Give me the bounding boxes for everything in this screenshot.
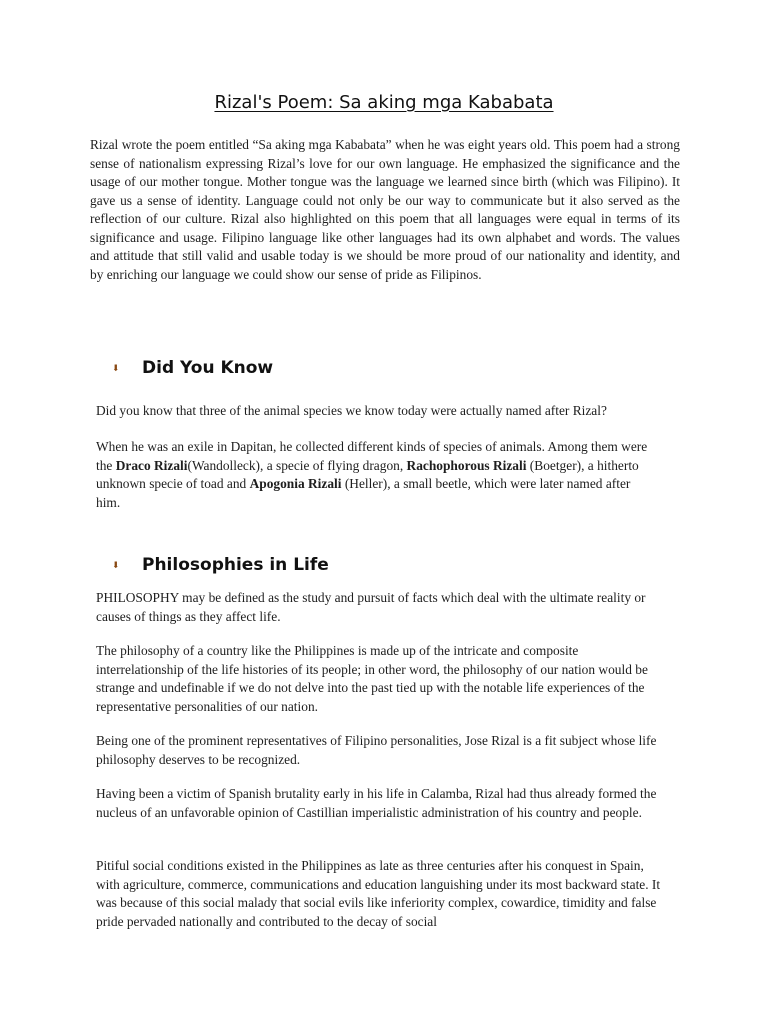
arrow-bullet-icon: ⬇ <box>112 362 120 373</box>
philosophies-heading: Philosophies in Life <box>142 555 329 575</box>
species-name: Apogonia Rizali <box>249 476 342 491</box>
did-you-know-heading-row <box>112 358 273 378</box>
did-you-know-question: Did you know that three of the animal species we know today were actually named after Rizal? <box>96 403 607 418</box>
philosophy-paragraph: PHILOSOPHY may be defined as the study and pursuit of facts which deal with the ultimate reality or causes of things as they affect life. <box>96 590 646 624</box>
text-run: (Heller), a small beetle, which were later named after him. <box>96 476 631 510</box>
philosophy-paragraph: The philosophy of a country like the Philippines is made up of the intricate and composite interrelationship of the life histories of its people; in other word, the philosophy of our nation would be strange and undefinable if we do not delve into the past tied up with the notable life experiences of the representative personalities of our nation. <box>96 643 648 714</box>
arrow-bullet-icon: ⬇ <box>112 559 120 570</box>
philosophies-heading-row <box>112 555 329 575</box>
philosophy-paragraph: Pitiful social conditions existed in the Philippines as late as three centuries after his conquest in Spain, with agriculture, commerce, communications and education languishing under its most backward state. It was because of this social malady that social evils like inferiority complex, cowardice, timidity and false pride pervaded nationally and contributed to the decay of social <box>96 858 661 929</box>
text-run: When he was an exile in Dapitan, he collected different kinds of species of animals. Among them were the <box>96 439 648 473</box>
did-you-know-heading: Did You Know <box>142 358 274 378</box>
text-run: (Wandolleck), a specie of flying dragon, <box>187 457 407 473</box>
page-title: Rizal's Poem: Sa aking mga Kababata <box>214 92 554 113</box>
species-name: Rachophorous Rizali <box>406 457 527 473</box>
philosophy-paragraph: Being one of the prominent representatives of Filipino personalities, Jose Rizal is a fit subject whose life philosophy deserves to be recognized. <box>96 733 657 767</box>
did-you-know-paragraph <box>96 438 656 512</box>
text-run: (Boetger), a hitherto unknown specie of toad and <box>96 457 639 491</box>
intro-paragraph: Rizal wrote the poem entitled “Sa aking mga Kababata” when he was eight years old. This poem had a strong sense of nationalism expressing Rizal’s love for our own language. He emphasized the significance and the usage of our mother tongue. Mother tongue was the language we learned since birth (which was Filipino). It gave us a sense of identity. Language could not only be our way to communicate but it also served as the reflection of our culture. Rizal also highlighted on this poem that all languages were equal in terms of its significance and usage. Filipino language like other languages had its own alphabet and words. The values and attitude that still valid and usable today is we should be more proud of our nationality and identity, and by enriching our language we could show our sense of pride as Filipinos. <box>90 137 680 282</box>
species-name: Draco Rizali <box>115 457 188 473</box>
philosophy-paragraph: Having been a victim of Spanish brutality early in his life in Calamba, Rizal had thus already formed the nucleus of an unfavorable opinion of Castillian imperialistic administration of his country and people. <box>96 786 657 820</box>
